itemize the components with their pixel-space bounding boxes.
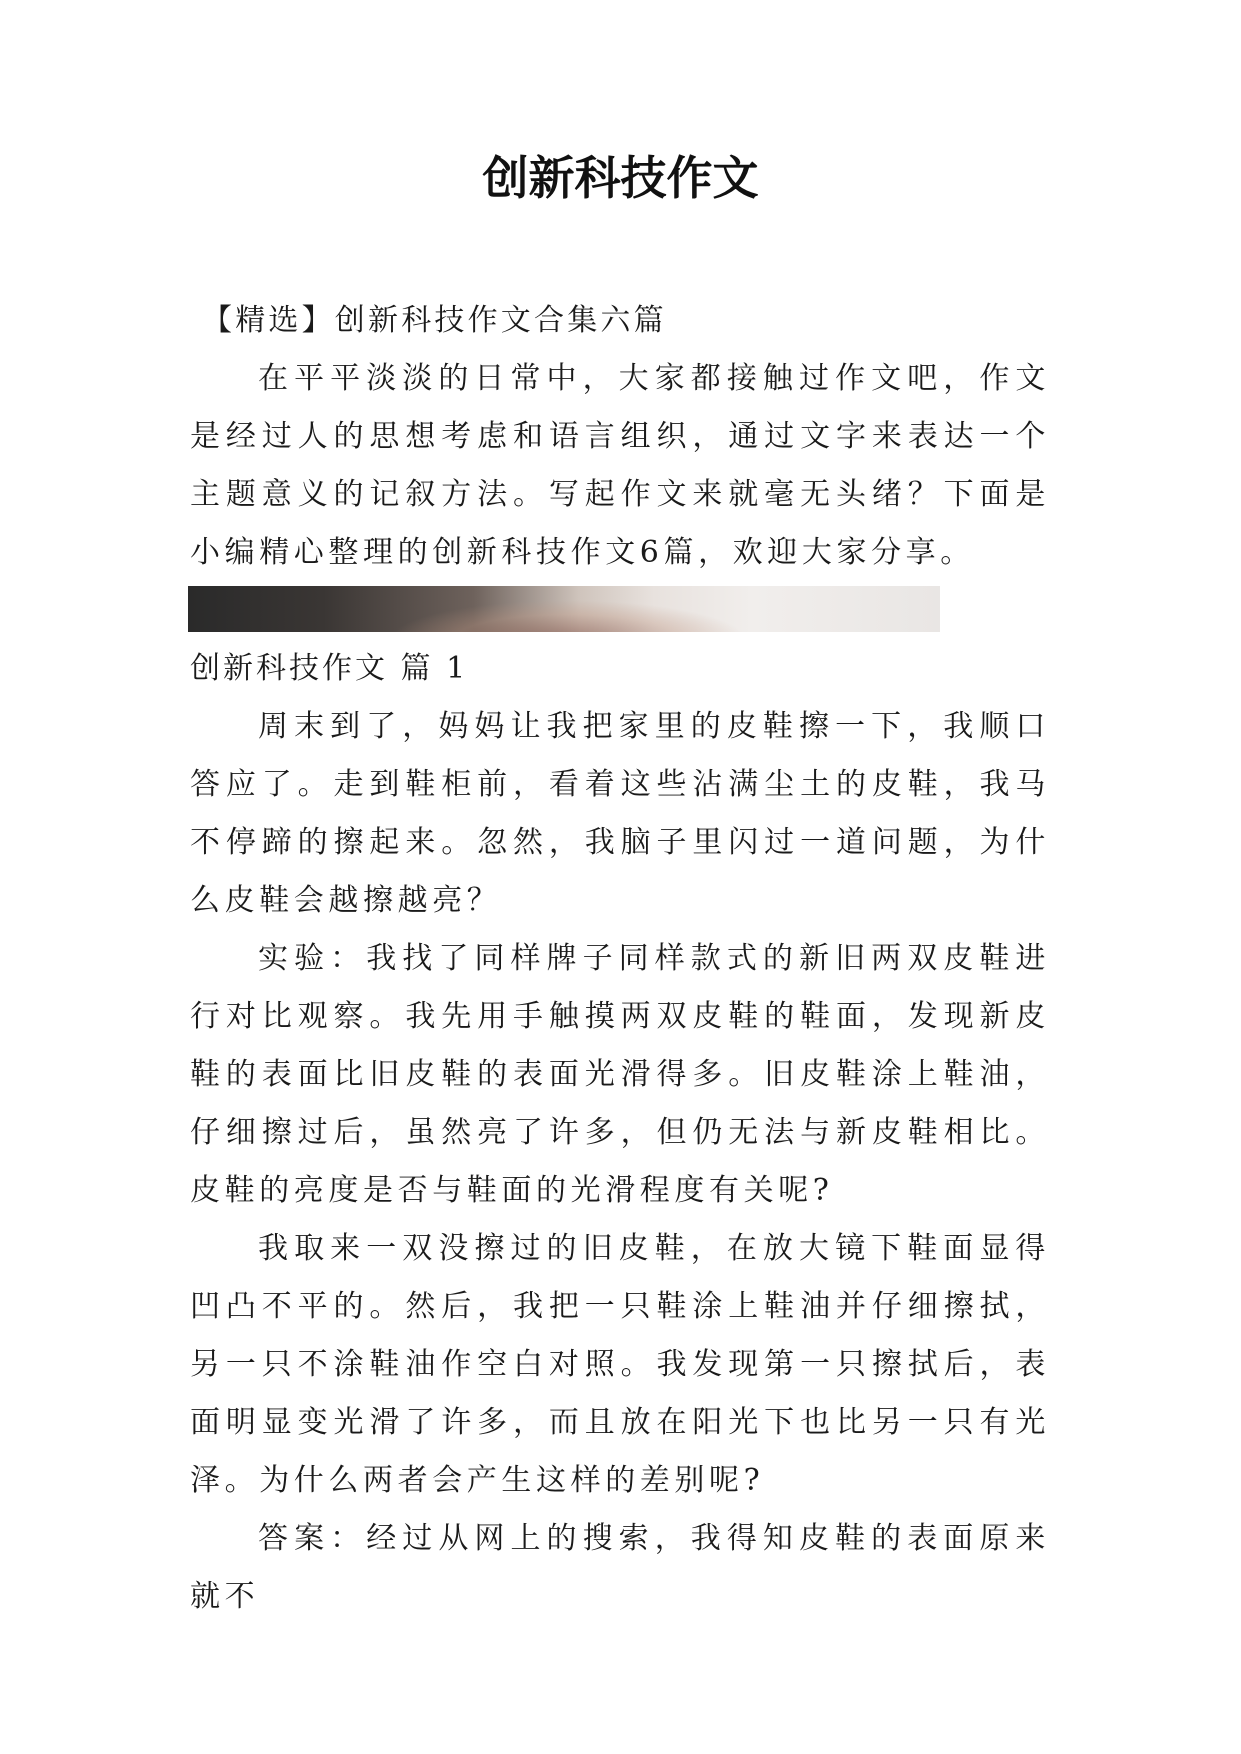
book-page-edge bbox=[388, 600, 748, 632]
decorative-book-image bbox=[188, 586, 940, 632]
intro-paragraph: 在平平淡淡的日常中，大家都接触过作文吧，作文是经过人的思想考虑和语言组织，通过文字来表达一个主题意义的记叙方法。写起作文来就毫无头绪？下面是小编精心整理的创新科技作文6篇，欢迎大家分享。 bbox=[190, 361, 1050, 570]
page-title: 创新科技作文 bbox=[482, 151, 759, 205]
section-heading: 创新科技作文 篇 1 bbox=[190, 651, 469, 686]
body-paragraph: 答案：经过从网上的搜索，我得知皮鞋的表面原来就不 bbox=[190, 1521, 1050, 1614]
body-paragraph: 我取来一双没擦过的旧皮鞋，在放大镜下鞋面显得凹凸不平的。然后，我把一只鞋涂上鞋油并仔细擦拭，另一只不涂鞋油作空白对照。我发现第一只擦拭后，表面明显变光滑了许多，而且放在阳光下也比另一只有光泽。为什么两者会产生这样的差别呢? bbox=[190, 1231, 1050, 1498]
body-paragraph: 周末到了，妈妈让我把家里的皮鞋擦一下，我顺口答应了。走到鞋柜前，看着这些沾满尘土的皮鞋，我马不停蹄的擦起来。忽然，我脑子里闪过一道问题，为什么皮鞋会越擦越亮？ bbox=[190, 709, 1050, 918]
document-subtitle: 【精选】创新科技作文合集六篇 bbox=[202, 303, 667, 338]
document-body bbox=[190, 292, 1050, 1626]
body-paragraph: 实验：我找了同样牌子同样款式的新旧两双皮鞋进行对比观察。我先用手触摸两双皮鞋的鞋面，发现新皮鞋的表面比旧皮鞋的表面光滑得多。旧皮鞋涂上鞋油，仔细擦过后，虽然亮了许多，但仍无法与新皮鞋相比。皮鞋的亮度是否与鞋面的光滑程度有关呢? bbox=[190, 941, 1050, 1208]
